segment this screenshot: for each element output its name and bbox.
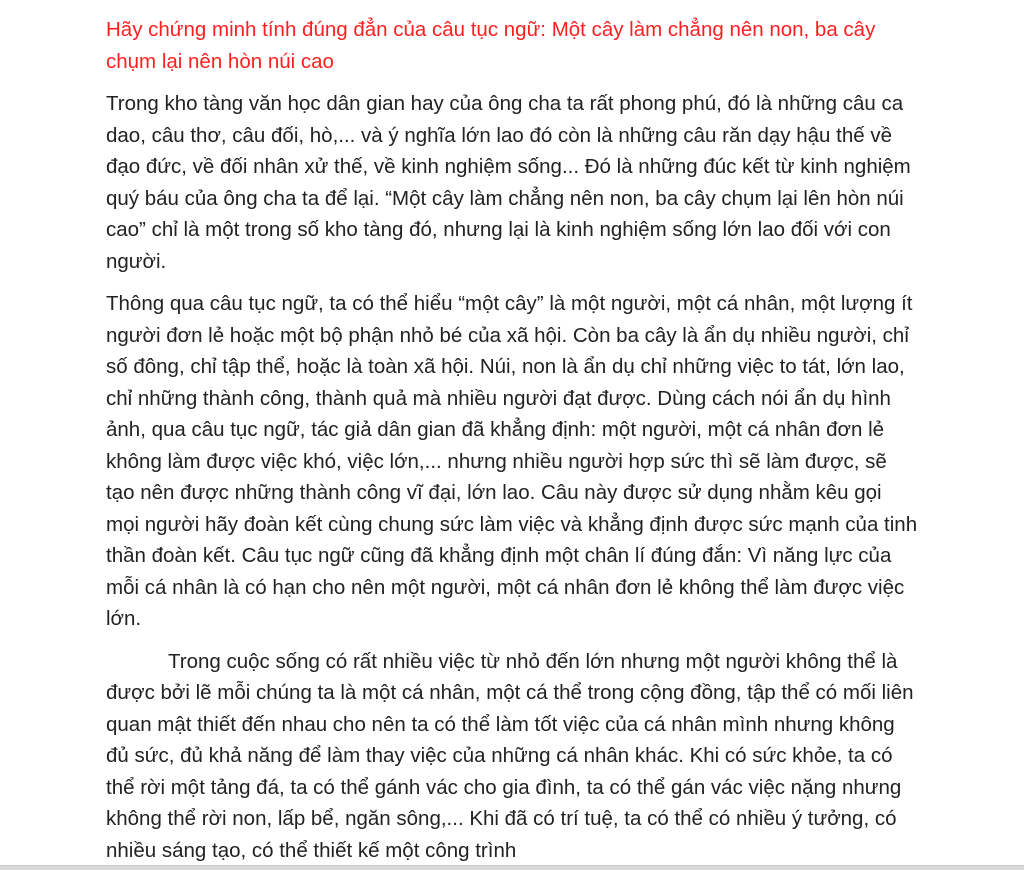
page-bottom-divider <box>0 865 1024 870</box>
paragraph-intro: Trong kho tàng văn học dân gian hay của ông cha ta rất phong phú, đó là những câu ca dao, câu thơ, câu đối, hò,... và ý nghĩa lớn lao đó còn là những câu răn dạy hậu thế về đạo đức, về đối nhân xử thế, về kinh nghiệm sống... Đó là những đúc kết từ kinh nghiệm quý báu của ông cha ta để lại. “Một cây làm chẳng nên non, ba cây chụm lại lên hòn núi cao” chỉ là một trong số kho tàng đó, nhưng lại là kinh nghiệm sống lớn lao đối với con người. <box>106 92 911 273</box>
document-title: Hãy chứng minh tính đúng đẳn của câu tục ngữ: Một cây làm chẳng nên non, ba cây chụm lại nên hòn núi cao <box>106 18 876 73</box>
paragraph-argument: Trong cuộc sống có rất nhiều việc từ nhỏ đến lớn nhưng một người không thể là được bởi lẽ mỗi chúng ta là một cá nhân, một cá thể trong cộng đồng, tập thể có mối liên quan mật thiết đến nhau cho nên ta có thể làm tốt việc của cá nhân mình nhưng không đủ sức, đủ khả năng để làm thay việc của những cá nhân khác. Khi có sức khỏe, ta có thể rời một tảng đá, ta có thể gánh vác cho gia đình, ta có thể gán vác việc nặng nhưng không thể rời non, lấp bể, ngăn sông,... Khi đã có trí tuệ, ta có thể có nhiều ý tưởng, có nhiều sáng tạo, có thể thiết kế một công trình <box>106 649 914 862</box>
document-body <box>106 14 918 870</box>
paragraph-explanation: Thông qua câu tục ngữ, ta có thể hiểu “một cây” là một người, một cá nhân, một lượng ít người đơn lẻ hoặc một bộ phận nhỏ bé của xã hội. Còn ba cây là ẩn dụ nhiều người, chỉ số đông, chỉ tập thể, hoặc là toàn xã hội. Núi, non là ẩn dụ chỉ những việc to tát, lớn lao, chỉ những thành công, thành quả mà nhiều người đạt được. Dùng cách nói ẩn dụ hình ảnh, qua câu tục ngữ, tác giả dân gian đã khẳng định: một người, một cá nhân đơn lẻ không làm được việc khó, việc lớn,... nhưng nhiều người hợp sức thì sẽ làm được, sẽ tạo nên được những thành công vĩ đại, lớn lao. Câu này được sử dụng nhằm kêu gọi mọi người hãy đoàn kết cùng chung sức làm việc và khẳng định được sức mạnh của tinh thần đoàn kết. Câu tục ngữ cũng đã khẳng định một chân lí đúng đắn: Vì năng lực của mỗi cá nhân là có hạn cho nên một người, một cá nhân đơn lẻ không thể làm được việc lớn. <box>106 292 918 630</box>
